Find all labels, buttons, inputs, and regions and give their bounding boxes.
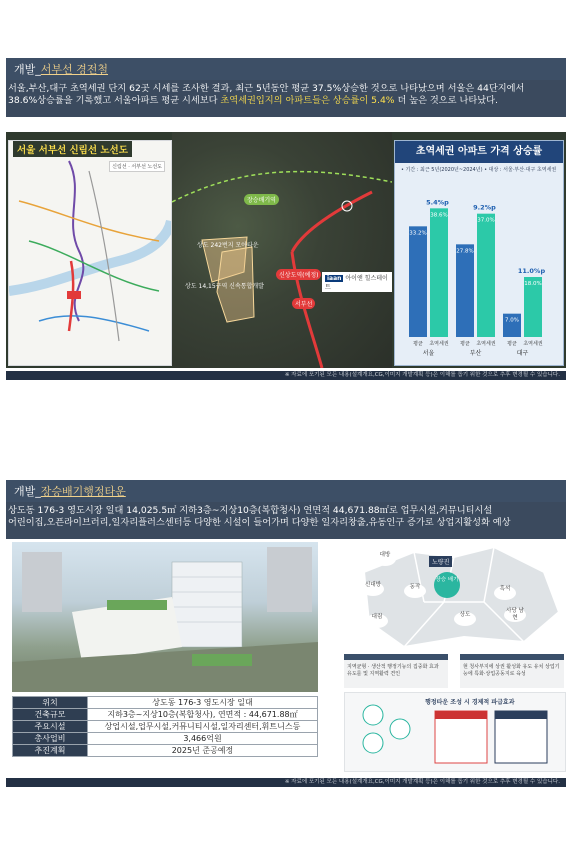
route-map-title: 서울 서부선 신림선 노선도 — [13, 141, 132, 157]
chart-bar — [456, 244, 474, 337]
district-map — [344, 542, 566, 650]
building-drawing — [12, 542, 318, 692]
bar-value-label: 33.2% — [409, 230, 427, 237]
gap-label: 9.2%p — [473, 203, 496, 212]
district-label: 사당 남현 — [504, 608, 526, 622]
panel1-header — [6, 58, 566, 80]
line-label: 장승배기역 — [244, 194, 279, 205]
district-label: 대림 — [366, 614, 388, 628]
desc-highlight: 초역세권입지의 아파트들은 상승률이 5.4% — [220, 95, 395, 106]
panel1-footer: ※ 자료에 포기된 모든 내용(설계개요,CG,이미지 개발계획 등)은 이해를 돕기 위한 것으로 추후 변경될 수 있습니다. — [6, 371, 566, 380]
group-label: 부산 — [469, 350, 482, 357]
effect-box-1 — [344, 654, 448, 688]
header-title: 장승배기행정타운 — [40, 485, 126, 498]
panel2-description — [6, 502, 566, 539]
bar-category-label: 평균 — [460, 341, 470, 347]
panel2-header — [6, 480, 566, 502]
brand-sub: 아이앤 힐스테이트 — [325, 275, 388, 291]
map-center-label — [429, 556, 452, 567]
table-row — [13, 697, 318, 709]
effect-box-2-text: 현 청사부지에 상권 활성화 유도 유치 상업기능에 특화·상업공동지로 육성 — [463, 664, 560, 677]
effects-panel — [344, 692, 566, 772]
table-row — [13, 733, 318, 745]
district-label: 신대방 — [362, 582, 384, 596]
map-center-circle: 장승 배기 — [434, 572, 460, 598]
desc-line-2a: 38.6%상승률을 기록했고 서울아파트 평균 시세보다 — [8, 95, 221, 106]
route-map-legend: 신림선 · 서부선 노선도 — [109, 161, 165, 172]
bar-value-label: 38.6% — [430, 212, 448, 219]
group-label: 서울 — [422, 350, 435, 357]
line-name-label: 서부선 — [292, 298, 315, 309]
route-map-lines — [9, 141, 171, 365]
table-key: 추진계획 — [13, 745, 88, 757]
table-value: 3,466억원 — [88, 733, 318, 745]
chart-bar — [477, 214, 495, 337]
brand-logo: iaan — [327, 275, 342, 282]
desc-line-2 — [8, 95, 564, 107]
table-value: 2025년 준공예정 — [88, 745, 318, 757]
group-label: 대구 — [516, 350, 529, 357]
gap-label: 11.0%p — [517, 267, 546, 275]
header-prefix: 개발_ — [14, 485, 41, 498]
table-key: 주요시설 — [13, 721, 88, 733]
bar-value-label: 7.0% — [505, 317, 519, 324]
site-label-1: 상도 242번지 모아타운 — [197, 242, 259, 249]
district-label: 상도 — [454, 612, 476, 626]
desc-line-1: 상도동 176-3 영도시장 일대 14,025.5㎡ 지하3층~지상10층(복합청사) 연면적 44,671.88㎡로 업무시설,커뮤니티시설 — [8, 505, 493, 516]
table-row — [13, 709, 318, 721]
building-rendering — [12, 542, 318, 692]
aerial-photo — [172, 132, 392, 368]
panel1-image-area — [6, 132, 566, 368]
bar-category-label: 초역세권 — [476, 341, 496, 347]
site-label-2: 상도 14,15구역 신속통합개발 — [185, 283, 264, 290]
bar-value-label: 37.0% — [477, 217, 495, 224]
route-map — [8, 140, 172, 366]
table-key: 총사업비 — [13, 733, 88, 745]
bar-category-label: 초역세권 — [429, 341, 449, 347]
bar-value-label: 18.0% — [524, 281, 542, 287]
map-center: 노량진 — [432, 559, 450, 566]
desc-line-1: 서울,부산,대구 초역세권 단지 62곳 시세를 조사한 결과, 최근 5년동안 평균 37.5%상승한 것으로 나타났으며 서울은 44단지에서 — [8, 83, 525, 94]
panel2-image-area — [6, 542, 566, 782]
panel2-footer: ※ 자료에 포기된 모든 내용(설계개요,CG,이미지 개발계획 등)은 이해를 돕기 위한 것으로 추후 변경될 수 있습니다. — [6, 778, 566, 787]
bar-category-label: 평균 — [507, 341, 517, 347]
price-chart — [394, 140, 564, 366]
brand-badge — [322, 272, 392, 292]
table-key: 건축규모 — [13, 709, 88, 721]
table-value: 지하3층~지상10층(복합청사), 연면적 : 44,671.88㎡ — [88, 709, 318, 721]
table-value: 상도동 176-3 영도시장 일대 — [88, 697, 318, 709]
panel-admin-town — [6, 480, 566, 790]
desc-line-2c: 더 높은 것으로 나타났다. — [394, 95, 498, 106]
info-table — [12, 696, 318, 757]
district-label: 동작 — [404, 584, 426, 598]
bar-category-label: 초역세권 — [523, 341, 543, 347]
desc-line-2: 어린이집,오픈라이브러리,일자리플러스센터등 다양한 시설이 들어가며 다양한 일자리창출,유동인구 증가로 상업지활성화 예상 — [8, 517, 511, 528]
district-label: 흑석 — [494, 586, 516, 600]
effect-box-2 — [460, 654, 564, 688]
chart-bar — [430, 208, 448, 337]
header-prefix: 개발_ — [14, 63, 41, 76]
table-value: 상업시설,업무시설,커뮤니티시설,일자리센터,휘트니스등 — [88, 721, 318, 733]
chart-plot — [395, 141, 563, 365]
panel-seobu-line — [6, 58, 566, 383]
table-key: 위치 — [13, 697, 88, 709]
aerial-overlay — [172, 132, 392, 368]
effects-title: 행정타운 조성 시 경제적 파급효과 — [425, 699, 515, 706]
table-row — [13, 745, 318, 757]
chart-note: • 기간 : 최근 5년(2020년~2024년) • 대상 : 서울·부산·대구 초역세권 — [401, 167, 557, 173]
effect-box-1-text: 지역균형 · 생산적 행정기능의 집중화 효과 유도를 및 지역활력 견인 — [347, 664, 439, 677]
chart-title: 초역세권 아파트 가격 상승률 — [395, 141, 563, 163]
table-row — [13, 721, 318, 733]
bar-value-label: 27.8% — [456, 248, 474, 255]
district-label: 대방 — [374, 552, 396, 566]
panel1-description — [6, 80, 566, 117]
bar-category-label: 평균 — [413, 341, 423, 347]
chart-bar — [409, 226, 427, 337]
gap-label: 5.4%p — [426, 198, 449, 207]
station-label: 신상도역(예정) — [276, 269, 321, 280]
header-title: 서부선 경전철 — [40, 63, 109, 76]
